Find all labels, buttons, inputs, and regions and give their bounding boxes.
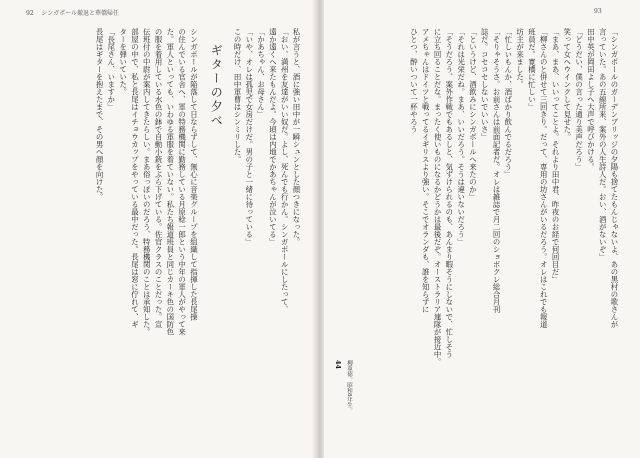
text-line: 遠か遠くへ来たもんだよ。今頃は内地でかあちゃんが泣いてる」 <box>268 28 278 246</box>
text-line: 「シンガポールのガーデンブリッジの夕陽も捨てたもんじゃないよ、あの黒村の歌さんが <box>610 28 619 328</box>
text-line: 伝班付の中尉が案内してきたらしい。まあ俗っぽいのだろう、特務機関のことは承知した。 <box>142 28 152 336</box>
text-line: 言っていた。あの五線所来、案外の人生詩人だ。おい、酒がないぞ」 <box>598 28 608 261</box>
left-body-text <box>24 28 302 428</box>
page-number: 92 <box>26 10 34 17</box>
right-body-text <box>364 28 620 428</box>
footnote-text: 柳重徳。昭和8年生。 <box>346 360 352 413</box>
text-line: アメちゃんはドイツと戦ってるイギリスより強い。そこでオランダも、誰を知らずに <box>421 28 431 313</box>
running-head-title: シンガポール撤退と華僑帰任 <box>41 10 120 17</box>
text-line: ひとつ、酔いついて一杯やろう <box>409 28 419 133</box>
page-number: 93 <box>594 8 602 15</box>
text-line: 「そりゃそうさ。お前さんは前面記者だ。オレは雑誌で月二回のショボクレ総合月刊 <box>492 28 502 313</box>
text-line: 「そうだろう、案外作戦でもあるしと、気ずけられるのも、あんまり暇そうにしないで、忙しそう <box>444 28 454 358</box>
text-line: 「いや、オレは孤児で女房だけだ。男の子と一緒に待っている」 <box>244 28 254 246</box>
text-line: ターを弾いていた。 <box>118 28 128 96</box>
text-line: 「おい、満州を友達がいい奴だ。よし、死んでも行かん。シンガポールにしたって、 <box>280 28 290 313</box>
text-line: 「かあちゃん、お母さん」 <box>256 28 266 118</box>
section-title: ギターの夕べ <box>209 44 224 128</box>
right-page <box>324 0 640 458</box>
text-line: シンガポールが陥落して日ならずして、無心に音楽グループを組織して指揮した長尾操 <box>189 28 199 321</box>
text-line: 笑って女へウインクして見せた。 <box>562 28 572 141</box>
text-line: 長尾はギターを抱えたまで、その男へ顔を向けた。 <box>95 28 105 201</box>
text-line: 「長尾さん、いますか」 <box>106 28 116 111</box>
running-head <box>26 8 119 17</box>
text-line: 田中英が岡田よし子へ大声で呼びかける。 <box>586 28 596 171</box>
text-line: の住んでいる官舎へ、軍の特務機関に勤務している月原稔一郎という中年の軍人がやって来 <box>177 28 187 336</box>
footnote-number: 44 <box>334 360 342 370</box>
text-line: 「柳さんのと併せて三回きり。だって、専用の坊さんがいるだろう。オレはこれでも報道 <box>539 28 549 328</box>
text-line: 「どうだい、僕の言った通り美声だろう」 <box>574 28 584 171</box>
text-line: 「それは光栄だね。まあ、いいだろう。そうは違いないだろう」 <box>456 28 466 246</box>
text-line: た。軍人といっても、いわゆる軍服を着ていない。私たち報道班員と同じカーキ色の国防色 <box>165 28 175 336</box>
text-line: 坊主が来ました。 <box>515 28 525 88</box>
text-line: の服を着用している水色の鉢で自動小銃をぶら下げている。佐官クラスのことだった。宣 <box>154 28 164 328</box>
left-page <box>0 0 316 458</box>
text-line: 私が言うと、酒に強い田中が一瞬シュンとした顔つきになった。 <box>292 28 301 246</box>
text-line: 部屋の中で、私と長尾はイチョウカップをやっている最中だった。長尾は窓に佇れて、ギ <box>130 28 140 328</box>
text-line: 班員だ。寛橋に忙しい」 <box>527 28 537 111</box>
text-line: 「というけど、酒飲みにシンガポールへ来たのか」 <box>468 28 478 201</box>
text-line: 「まあ、まあ、いいってことよ。それより田中君、昨夜のお経で何回目だ」 <box>551 28 561 283</box>
text-line: 誌だ。コセコセしないでいいさ」 <box>480 28 490 141</box>
text-line: に立ち回ることだな。まったく使いものになるかどうかは最後だぞ。オーストラリア連隊が接近中。 <box>433 28 443 366</box>
text-line: この時だけ、田中軍曹はシンミリした。 <box>233 28 243 163</box>
text-line: 「忙しいもんか、酒ばかり飲んでるだろう」 <box>503 28 513 178</box>
